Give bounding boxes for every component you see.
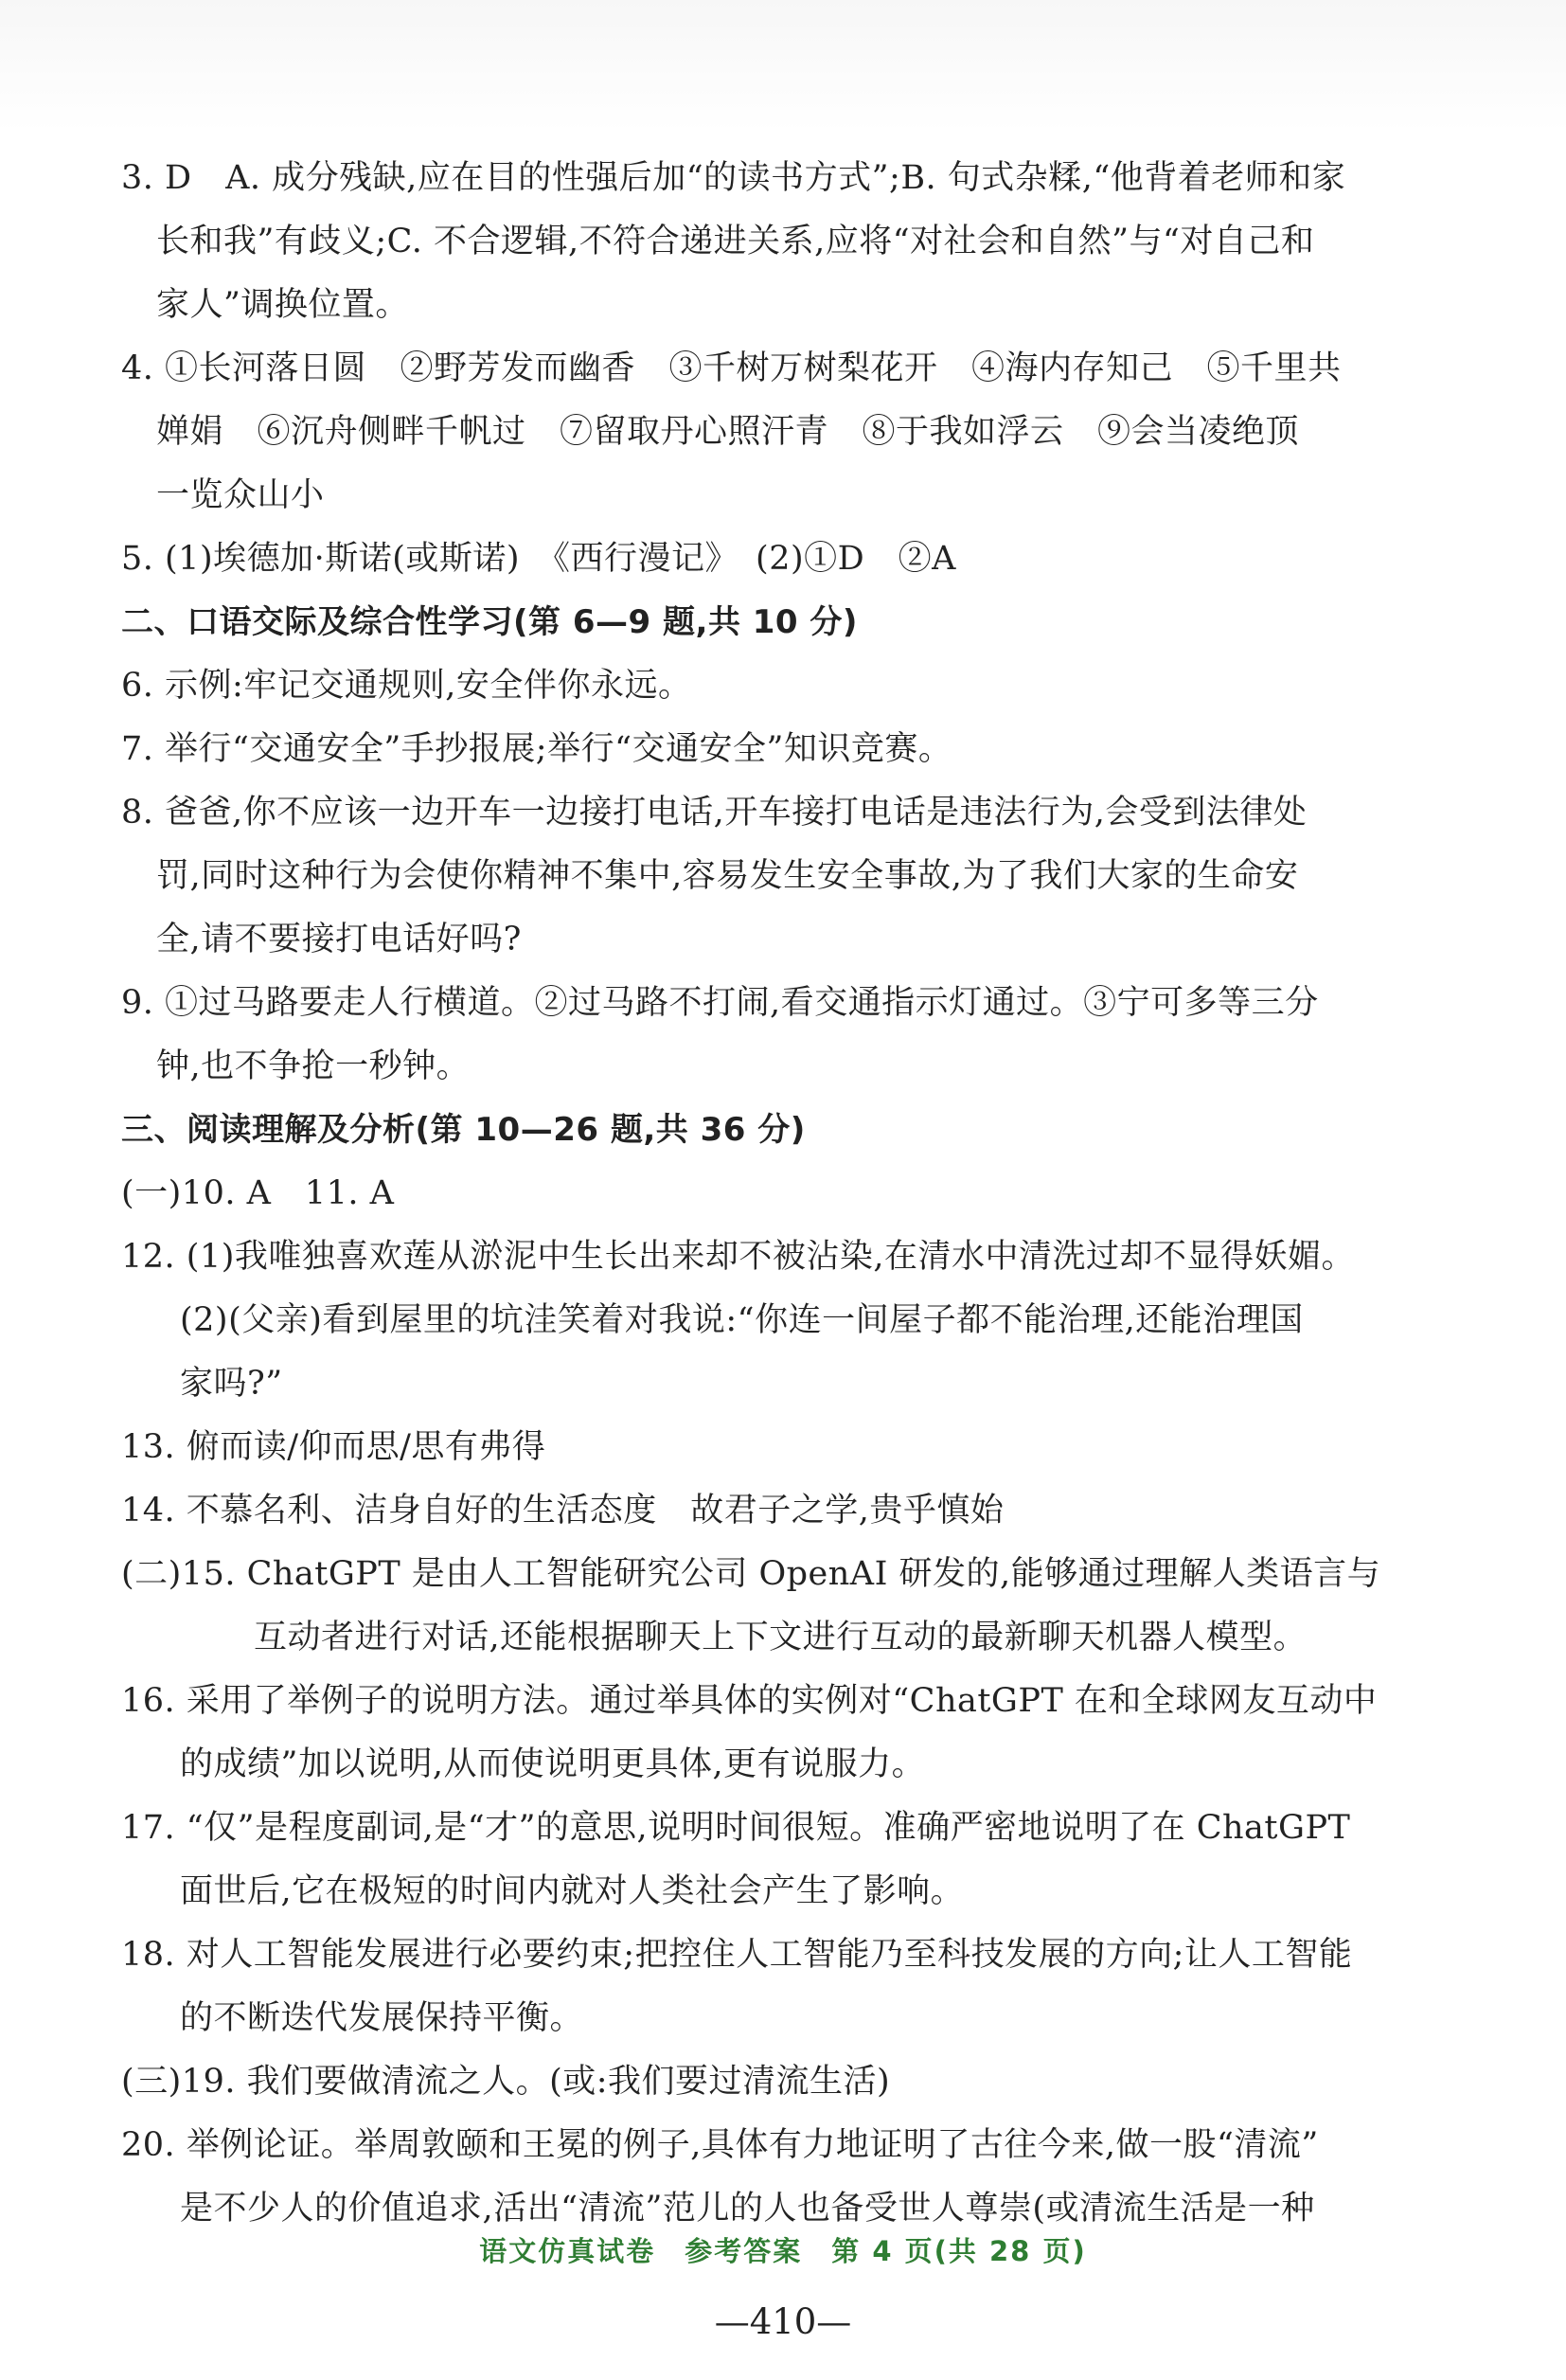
answer-8-line-2: 罚,同时这种行为会使你精神不集中,容易发生安全事故,为了我们大家的生命安 (156, 857, 1299, 895)
answer-16-line-1: 16. 采用了举例子的说明方法。通过举具体的实例对“ChatGPT 在和全球网友互动中 (121, 1682, 1378, 1720)
answer-12-line-1: 12. (1)我唯独喜欢莲从淤泥中生长出来却不被沾染,在清水中清洗过却不显得妖媚。 (121, 1238, 1355, 1276)
answer-20-line-2: 是不少人的价值追求,活出“清流”范儿的人也备受世人尊崇(或清流生活是一种 (180, 2190, 1315, 2228)
page-number: —410— (714, 2301, 852, 2342)
section-heading-3: 三、阅读理解及分析(第 10—26 题,共 36 分) (121, 1111, 806, 1149)
section-heading-2: 二、口语交际及综合性学习(第 6—9 题,共 10 分) (121, 603, 858, 641)
answer-6: 6. 示例:牢记交通规则,安全伴你永远。 (121, 667, 692, 705)
answer-17-line-1: 17. “仅”是程度副词,是“才”的意思,说明时间很短。准确严密地说明了在 ChatGPT (121, 1809, 1351, 1847)
answer-15-line-2: 互动者进行对话,还能根据聊天上下文进行互动的最新聊天机器人模型。 (254, 1619, 1308, 1656)
answer-14: 14. 不慕名利、洁身自好的生活态度 故君子之学,贵乎慎始 (121, 1492, 1005, 1530)
answer-10-11: (一)10. A 11. A (121, 1174, 395, 1212)
answer-text-body (121, 147, 1466, 2241)
answer-12-line-2: (2)(父亲)看到屋里的坑洼笑着对我说:“你连一间屋子都不能治理,还能治理国 (180, 1301, 1304, 1339)
answer-13: 13. 俯而读/仰而思/思有弗得 (121, 1428, 546, 1466)
answer-15-line-1: (二)15. ChatGPT 是由人工智能研究公司 OpenAI 研发的,能够通过理解人类语言与 (121, 1555, 1381, 1593)
answer-16-line-2: 的成绩”加以说明,从而使说明更具体,更有说服力。 (180, 1745, 926, 1783)
answer-17-line-2: 面世后,它在极短的时间内就对人类社会产生了影响。 (180, 1872, 965, 1910)
answer-8-line-3: 全,请不要接打电话好吗? (156, 921, 522, 958)
answer-3-line-3: 家人”调换位置。 (156, 286, 409, 324)
answer-20-line-1: 20. 举例论证。举周敦颐和王冕的例子,具体有力地证明了古往今来,做一股“清流” (121, 2126, 1319, 2164)
answer-12-line-3: 家吗?” (180, 1365, 283, 1403)
answer-5: 5. (1)埃德加·斯诺(或斯诺) 《西行漫记》 (2)①D ②A (121, 540, 956, 578)
answer-19: (三)19. 我们要做清流之人。(或:我们要过清流生活) (121, 2063, 891, 2101)
answer-4-line-3: 一览众山小 (156, 476, 325, 514)
answer-7: 7. 举行“交通安全”手抄报展;举行“交通安全”知识竞赛。 (121, 730, 952, 768)
answer-9-line-1: 9. ①过马路要走人行横道。②过马路不打闹,看交通指示灯通过。③宁可多等三分 (121, 984, 1319, 1022)
answer-3-line-1: 3. D A. 成分残缺,应在目的性强后加“的读书方式”;B. 句式杂糅,“他背着老师和家 (121, 159, 1346, 197)
answer-4-line-2: 婵娟 ⑥沉舟侧畔千帆过 ⑦留取丹心照汗青 ⑧于我如浮云 ⑨会当凌绝顶 (156, 413, 1300, 451)
footer-title: 语文仿真试卷 参考答案 第 4 页(共 28 页) (479, 2235, 1087, 2267)
answer-18-line-2: 的不断迭代发展保持平衡。 (180, 1999, 584, 2037)
answer-4-line-1: 4. ①长河落日圆 ②野芳发而幽香 ③千树万树梨花开 ④海内存知己 ⑤千里共 (121, 349, 1342, 387)
answer-18-line-1: 18. 对人工智能发展进行必要约束;把控住人工智能乃至科技发展的方向;让人工智能 (121, 1936, 1353, 1974)
answer-8-line-1: 8. 爸爸,你不应该一边开车一边接打电话,开车接打电话是违法行为,会受到法律处 (121, 794, 1308, 832)
answer-9-line-2: 钟,也不争抢一秒钟。 (156, 1047, 471, 1085)
answer-3-line-2: 长和我”有歧义;C. 不合逻辑,不符合递进关系,应将“对社会和自然”与“对自己和 (156, 223, 1315, 260)
